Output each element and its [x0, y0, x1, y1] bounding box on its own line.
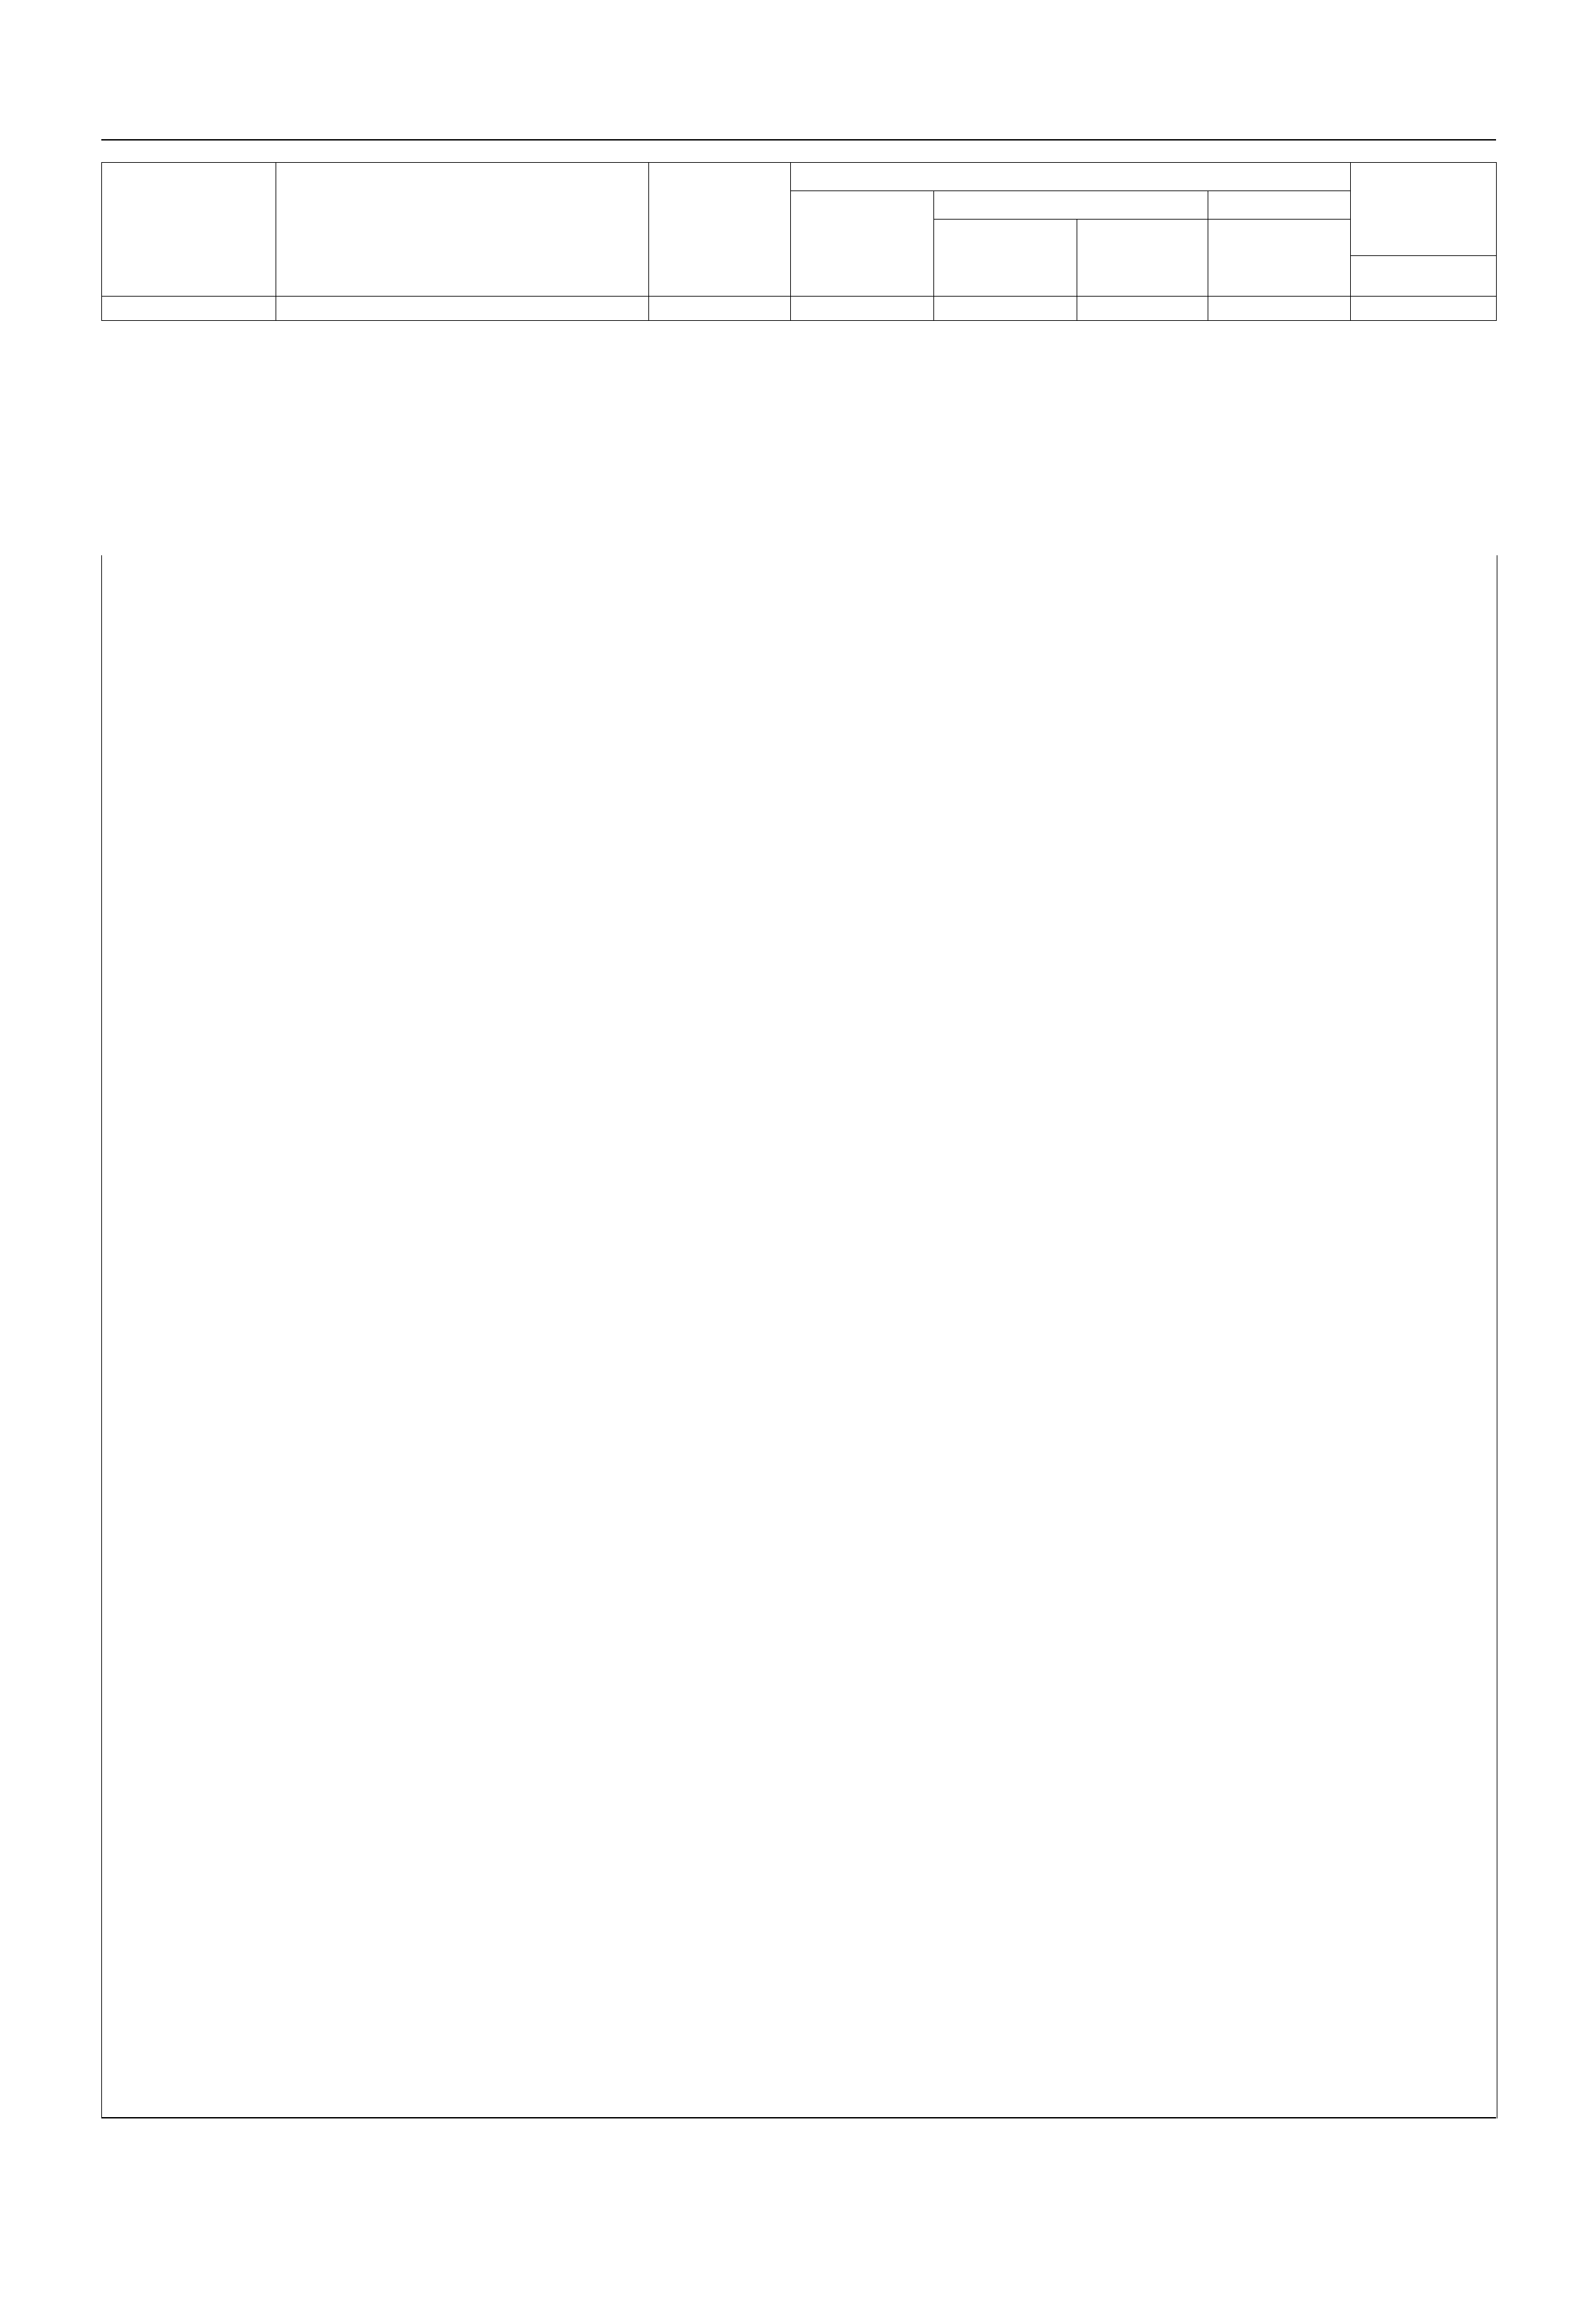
col-pay — [791, 191, 934, 297]
col-machines — [934, 191, 1208, 220]
col-material-codes — [102, 226, 276, 297]
col-machinists-pay — [1077, 220, 1208, 297]
col-material-name — [276, 226, 649, 297]
col-work-name — [276, 163, 649, 226]
col-mass — [1351, 256, 1497, 297]
col-num-1 — [102, 297, 276, 321]
col-direct-costs — [649, 163, 791, 297]
col-rate-numbers — [102, 163, 276, 226]
col-material-use — [1208, 220, 1351, 297]
col-num-3 — [649, 297, 791, 321]
page-frame — [101, 555, 1497, 2118]
column-header — [101, 162, 1496, 321]
col-num-5 — [934, 297, 1077, 321]
col-labor — [1351, 163, 1497, 256]
header-rule — [101, 139, 1496, 141]
col-num-8 — [1351, 297, 1497, 321]
col-num-6 — [1077, 297, 1208, 321]
col-materials — [1208, 191, 1351, 220]
frame-bottom — [101, 2117, 1496, 2118]
col-including — [791, 163, 1351, 191]
col-num-2 — [276, 297, 649, 321]
col-machines-total — [934, 220, 1077, 297]
col-num-7 — [1208, 297, 1351, 321]
col-num-4 — [791, 297, 934, 321]
